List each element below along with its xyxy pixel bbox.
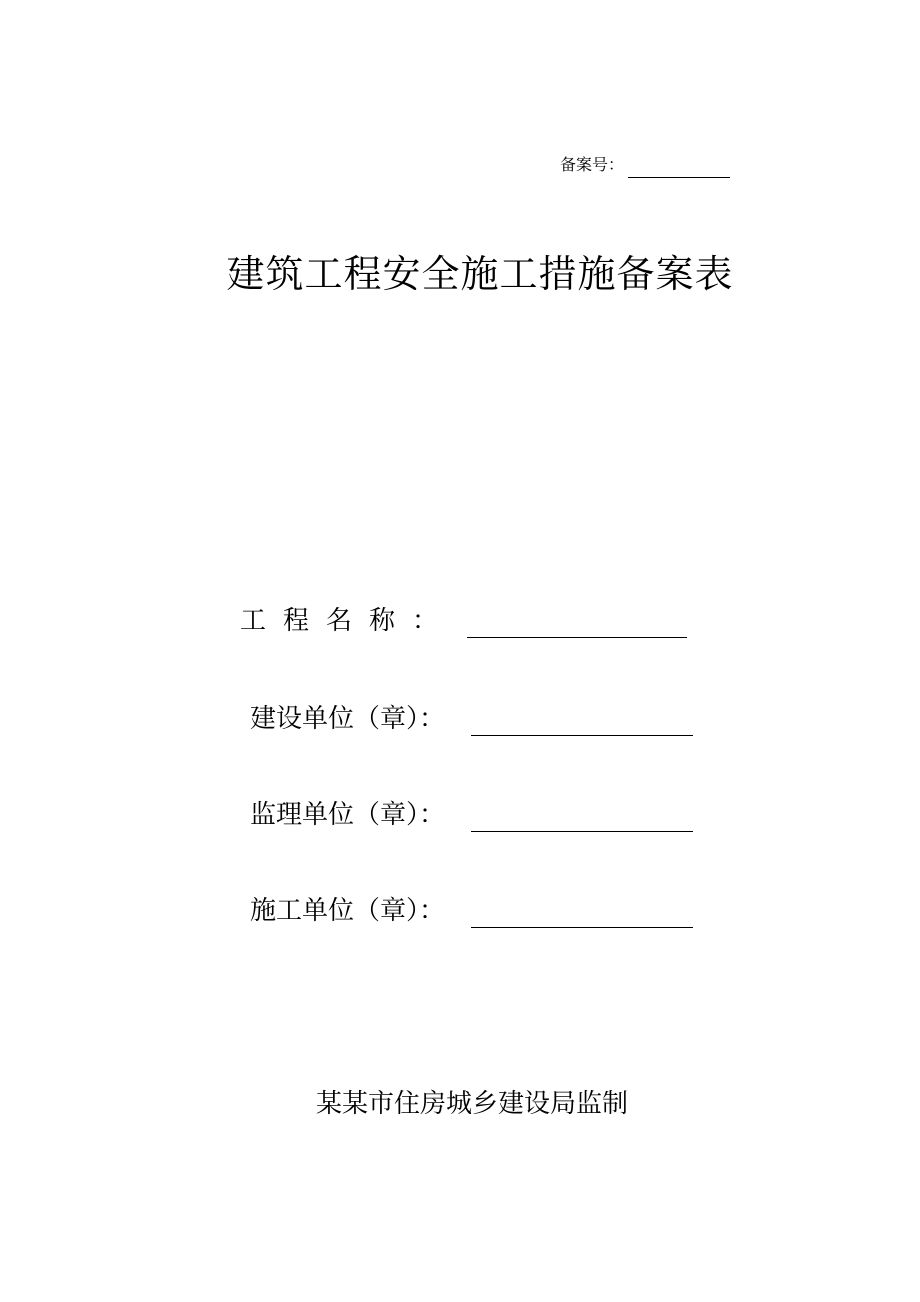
record-number-blank[interactable] <box>628 157 730 178</box>
record-number-label: 备案号： <box>560 155 625 174</box>
project-name-blank[interactable] <box>467 607 687 638</box>
project-name-label: 工程名称： <box>240 606 456 636</box>
contractor-unit-row <box>250 894 693 928</box>
supervisor-unit-blank[interactable] <box>471 801 693 832</box>
supervisor-unit-label: 监理单位（章）： <box>250 800 446 830</box>
document-title: 建筑工程安全施工措施备案表 <box>226 252 734 296</box>
builder-unit-blank[interactable] <box>471 705 693 736</box>
supervisor-unit-row <box>250 798 693 832</box>
contractor-unit-label: 施工单位（章）： <box>250 896 446 926</box>
builder-unit-row <box>250 702 693 736</box>
issuer-footer: 某某市住房城乡建设局监制 <box>315 1089 628 1119</box>
builder-unit-label: 建设单位（章）： <box>250 704 446 734</box>
record-number-row <box>560 152 730 178</box>
contractor-unit-blank[interactable] <box>471 897 693 928</box>
project-name-row <box>240 604 687 638</box>
